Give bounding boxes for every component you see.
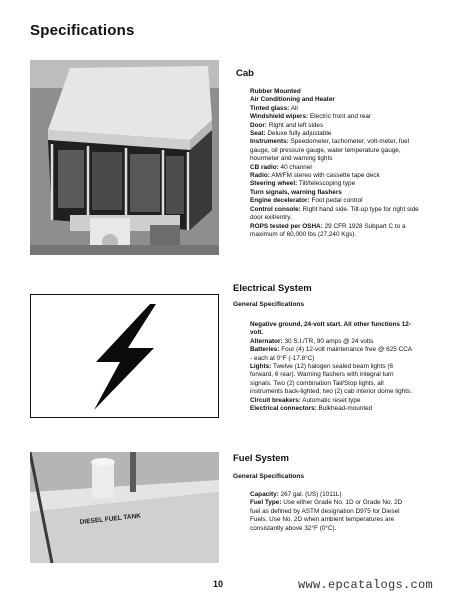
electrical-spec-key: Batteries: [250,346,280,354]
cab-spec-line [250,180,426,188]
cab-spec-value: Deluxe fully adjustable [265,130,332,138]
fuel-spec-list [250,491,414,533]
electrical-spec-value: Twelve (12) halogen sealed beam lights (6 forward, 6 rear). Warning flashers with integral turn signals. Two (2) combination Tail/Stop lights, all instruments back-lighted; two (2) cab interior dome lights. [250,363,412,396]
watermark: www.epcatalogs.com [298,578,434,592]
cab-spec-line [250,122,426,130]
fuel-spec-key: Fuel Type: [250,499,282,507]
cab-spec-line [250,105,426,113]
electrical-spec-line [250,405,414,413]
cab-spec-key: Turn signals, warning flashers [250,188,342,196]
electrical-subtitle: General Specifications [233,301,305,308]
cab-spec-value: All [289,104,298,112]
cab-spec-line [250,138,426,163]
cab-spec-value: 40 channel [278,163,312,171]
fuel-tank-photo-text: DIESEL FUEL TANK [79,512,142,526]
cab-spec-key: Engine decelerator: [250,197,310,205]
electrical-spec-line [250,397,414,405]
fuel-spec-line [250,499,414,533]
fuel-spec-key: Capacity: [250,491,279,498]
electrical-spec-key: Circuit breakers: [250,396,301,404]
fuel-spec-value: 267 gal. (US) (1011L) [278,491,342,498]
electrical-spec-key: Alternator: [250,337,283,345]
fuel-spec-line [250,491,414,499]
fuel-section-title: Fuel System [233,453,289,464]
electrical-spec-value: Four (4) 12-volt maintenance free @ 625 CCA - each at 0°F (-17.8°C) [250,346,412,362]
cab-spec-value: Electric front and rear [308,113,372,121]
electrical-spec-key: Lights: [250,363,272,371]
cab-spec-key: Radio: [250,172,270,180]
electrical-spec-value: Bulkhead-mounted [316,405,373,413]
cab-spec-key: Air Conditioning and Heater [250,96,335,104]
cab-spec-line [250,172,426,180]
cab-spec-value: Right hand side. Tilt-up type for right side door exit/entry. [250,205,419,222]
cab-spec-key: Seat: [250,130,266,138]
electrical-spec-key: Negative ground, 24-volt start. All other functions 12-volt. [250,321,411,337]
electrical-spec-list [250,321,414,413]
cab-spec-key: Door: [250,121,268,129]
cab-spec-line [250,88,426,96]
cab-spec-key: ROPS tested per OSHA: [250,222,323,230]
cab-spec-line [250,189,426,197]
cab-spec-value: Speedometer, tachometer, volt-meter, fuel gauge, oil pressure gauge, water temperature gauge, hourmeter and warning lights [250,138,410,163]
cab-spec-line [250,130,426,138]
page-title: Specifications [30,22,135,39]
electrical-spec-line [250,338,414,346]
electrical-spec-line [250,321,414,338]
cab-spec-value: Tilt/telescoping type [297,180,356,188]
cab-spec-list [250,88,426,239]
cab-spec-key: Windshield wipers: [250,113,309,121]
electrical-spec-key: Electrical connectors: [250,405,317,413]
cab-spec-key: Control console: [250,205,301,213]
cab-spec-key: Tinted glass: [250,104,290,112]
fuel-tank-photo [30,452,219,563]
electrical-spec-line [250,346,414,363]
cab-spec-line [250,223,426,240]
electrical-spec-value: 30 S.I./TR, 90 amps @ 24 volts [282,337,374,345]
cab-spec-key: Steering wheel: [250,180,298,188]
cab-spec-value: Right and left sides [267,121,324,129]
cab-photo [30,60,219,255]
cab-spec-value: 29 CFR 1928 Subpart C to a maximum of 60,000 lbs (27,240 Kgs). [250,222,406,238]
cab-spec-line [250,206,426,223]
fuel-subtitle: General Specifications [233,473,305,480]
cab-spec-value: Foot pedal control [309,197,363,205]
cab-spec-line [250,96,426,104]
cab-spec-line [250,113,426,121]
page-number: 10 [213,579,224,589]
electrical-section-title: Electrical System [233,283,312,294]
fuel-spec-value: Use either Grade No. 1D or Grade No. 2D fuel as defined by ASTM designation D975 for Diesel Fuels. Use No. 2D when ambient temperatures are consistantly above 32°F (0°C). [250,499,403,532]
cab-spec-line [250,197,426,205]
electrical-spec-line [250,363,414,397]
cab-spec-key: Instruments: [250,138,289,146]
cab-section-title: Cab [236,68,254,79]
cab-spec-key: CB radio: [250,163,279,171]
electrical-spec-value: Automatic reset type [300,396,361,404]
cab-spec-value: AM/FM stereo with cassette tape deck [269,172,380,180]
cab-spec-key: Rubber Mounted [250,88,301,95]
lightning-bolt-icon [30,294,219,418]
cab-spec-line [250,164,426,172]
